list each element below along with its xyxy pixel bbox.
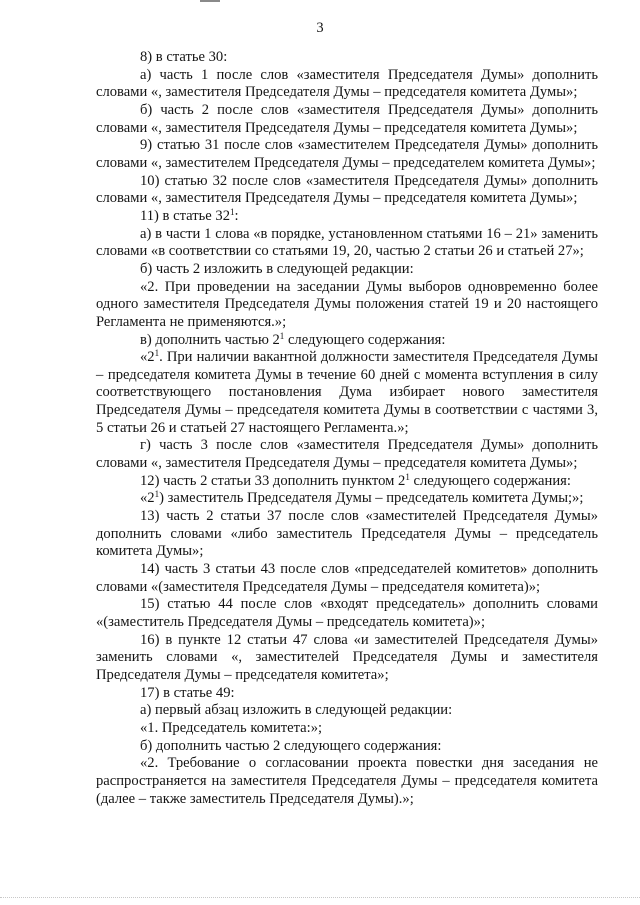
paragraph-text: ) заместитель Председателя Думы – председатель комитета Думы;»; (159, 490, 584, 507)
paragraph-text: следующего содержания: (409, 472, 571, 489)
paragraph-text: а) первый абзац изложить в следующей редакции: (140, 702, 453, 719)
page-number: 3 (316, 20, 324, 36)
paragraph (96, 49, 598, 67)
paragraph-text: 15) статью 44 после слов «входят председатель» дополнить словами «(заместитель Председателя Думы – председатель комитета)»; (96, 596, 598, 630)
paragraph (96, 137, 598, 172)
paragraph (96, 702, 598, 720)
paragraph-text: 16) в пункте 12 статьи 47 слова «и заместителей Председателя Думы» заменить словами «, заместителей Председателя Думы и заместителя Председателя Думы – председателя комитета»; (96, 631, 598, 683)
document-body (96, 49, 598, 808)
paragraph (96, 738, 598, 756)
paragraph (96, 490, 598, 508)
paragraph-text: «2. Требование о согласовании проекта повестки дня заседания не распространяется на заместителя Председателя Думы – председателя комитета (далее – также заместитель Председателя Думы).»; (96, 755, 598, 807)
superscript: 1 (279, 330, 285, 341)
paragraph (96, 332, 598, 350)
paragraph-text: б) дополнить частью 2 следующего содержания: (140, 737, 442, 754)
paragraph (96, 720, 598, 738)
paragraph-text: 17) в статье 49: (140, 684, 235, 701)
paragraph-text: . При наличии вакантной должности заместителя Председателя Думы – председателя комитета Думы в течение 60 дней с момента вступления в силу соответствующего постановления Дума избирает нового заместителя Председателя Думы – председателя комитета Думы в соответствии с частями 3, 5 статьи 26 и статьей 27 настоящего Регламента.»; (96, 349, 598, 436)
paragraph (96, 173, 598, 208)
paragraph-text: 9) статью 31 после слов «заместителем Председателя Думы» дополнить словами «, заместителем Председателя Думы – председателем комитета Думы»; (96, 137, 598, 171)
paragraph-text: «2. При проведении на заседании Думы выборов одновременно более одного заместителя Председателя Думы положения статей 19 и 20 настоящего Регламента не применяются.»; (96, 278, 598, 330)
paragraph (96, 561, 598, 596)
paragraph-text: б) часть 2 изложить в следующей редакции: (140, 260, 414, 277)
paragraph (96, 279, 598, 332)
paragraph (96, 349, 598, 437)
paragraph (96, 685, 598, 703)
paragraph (96, 437, 598, 472)
paragraph (96, 102, 598, 137)
paragraph (96, 226, 598, 261)
paragraph-text: а) в части 1 слова «в порядке, установленном статьями 16 – 21» заменить словами «в соответствии со статьями 19, 20, частью 2 статьи 26 и статьей 27»; (96, 225, 598, 260)
paragraph-text: 10) статью 32 после слов «заместителя Председателя Думы» дополнить словами «, заместителя Председателя Думы – председателя комитета Думы»; (96, 172, 598, 207)
paragraph-text: 12) часть 2 статьи 33 дополнить пунктом 2 (140, 472, 406, 489)
paragraph (96, 67, 598, 102)
scan-artifact-mark (200, 0, 220, 2)
paragraph-text: : (234, 207, 239, 224)
paragraph-text: «2 (140, 349, 155, 366)
paragraph-text: 11) в статье 32 (140, 207, 230, 224)
superscript: 1 (405, 471, 410, 482)
paragraph-text: 8) в статье 30: (140, 49, 228, 65)
scan-edge-artifact (0, 897, 640, 901)
paragraph-text: 14) часть 3 статьи 43 после слов «председателей комитетов» дополнить словами «(заместителя Председателя Думы – председателя комитета)»; (96, 561, 598, 595)
paragraph-text: г) часть 3 после слов «заместителя Председателя Думы» дополнить словами «, заместителя Председателя Думы – председателя комитета Думы»; (96, 437, 598, 472)
paragraph-text: «1. Председатель комитета:»; (140, 719, 323, 736)
paragraph-text: 13) часть 2 статьи 37 после слов «заместителей Председателя Думы» дополнить словами «либо заместитель Председателя Думы – председатель комитета Думы»; (96, 508, 598, 560)
paragraph (96, 632, 598, 685)
paragraph (96, 596, 598, 631)
paragraph-text: следующего содержания: (284, 331, 446, 348)
paragraph (96, 261, 598, 279)
paragraph (96, 508, 598, 561)
paragraph-text: б) часть 2 после слов «заместителя Председателя Думы» дополнить словами «, заместителя Председателя Думы – председателя комитета Думы»; (96, 101, 598, 136)
superscript: 1 (154, 348, 160, 359)
superscript: 1 (230, 206, 235, 217)
paragraph-text: в) дополнить частью 2 (140, 331, 280, 348)
paragraph (96, 208, 598, 226)
paragraph-text: а) часть 1 после слов «заместителя Председателя Думы» дополнить словами «, заместителя Председателя Думы – председателя комитета Думы»; (96, 66, 598, 101)
superscript: 1 (154, 489, 160, 500)
paragraph-text: «2 (140, 490, 155, 507)
paragraph (96, 473, 598, 491)
paragraph (96, 755, 598, 808)
